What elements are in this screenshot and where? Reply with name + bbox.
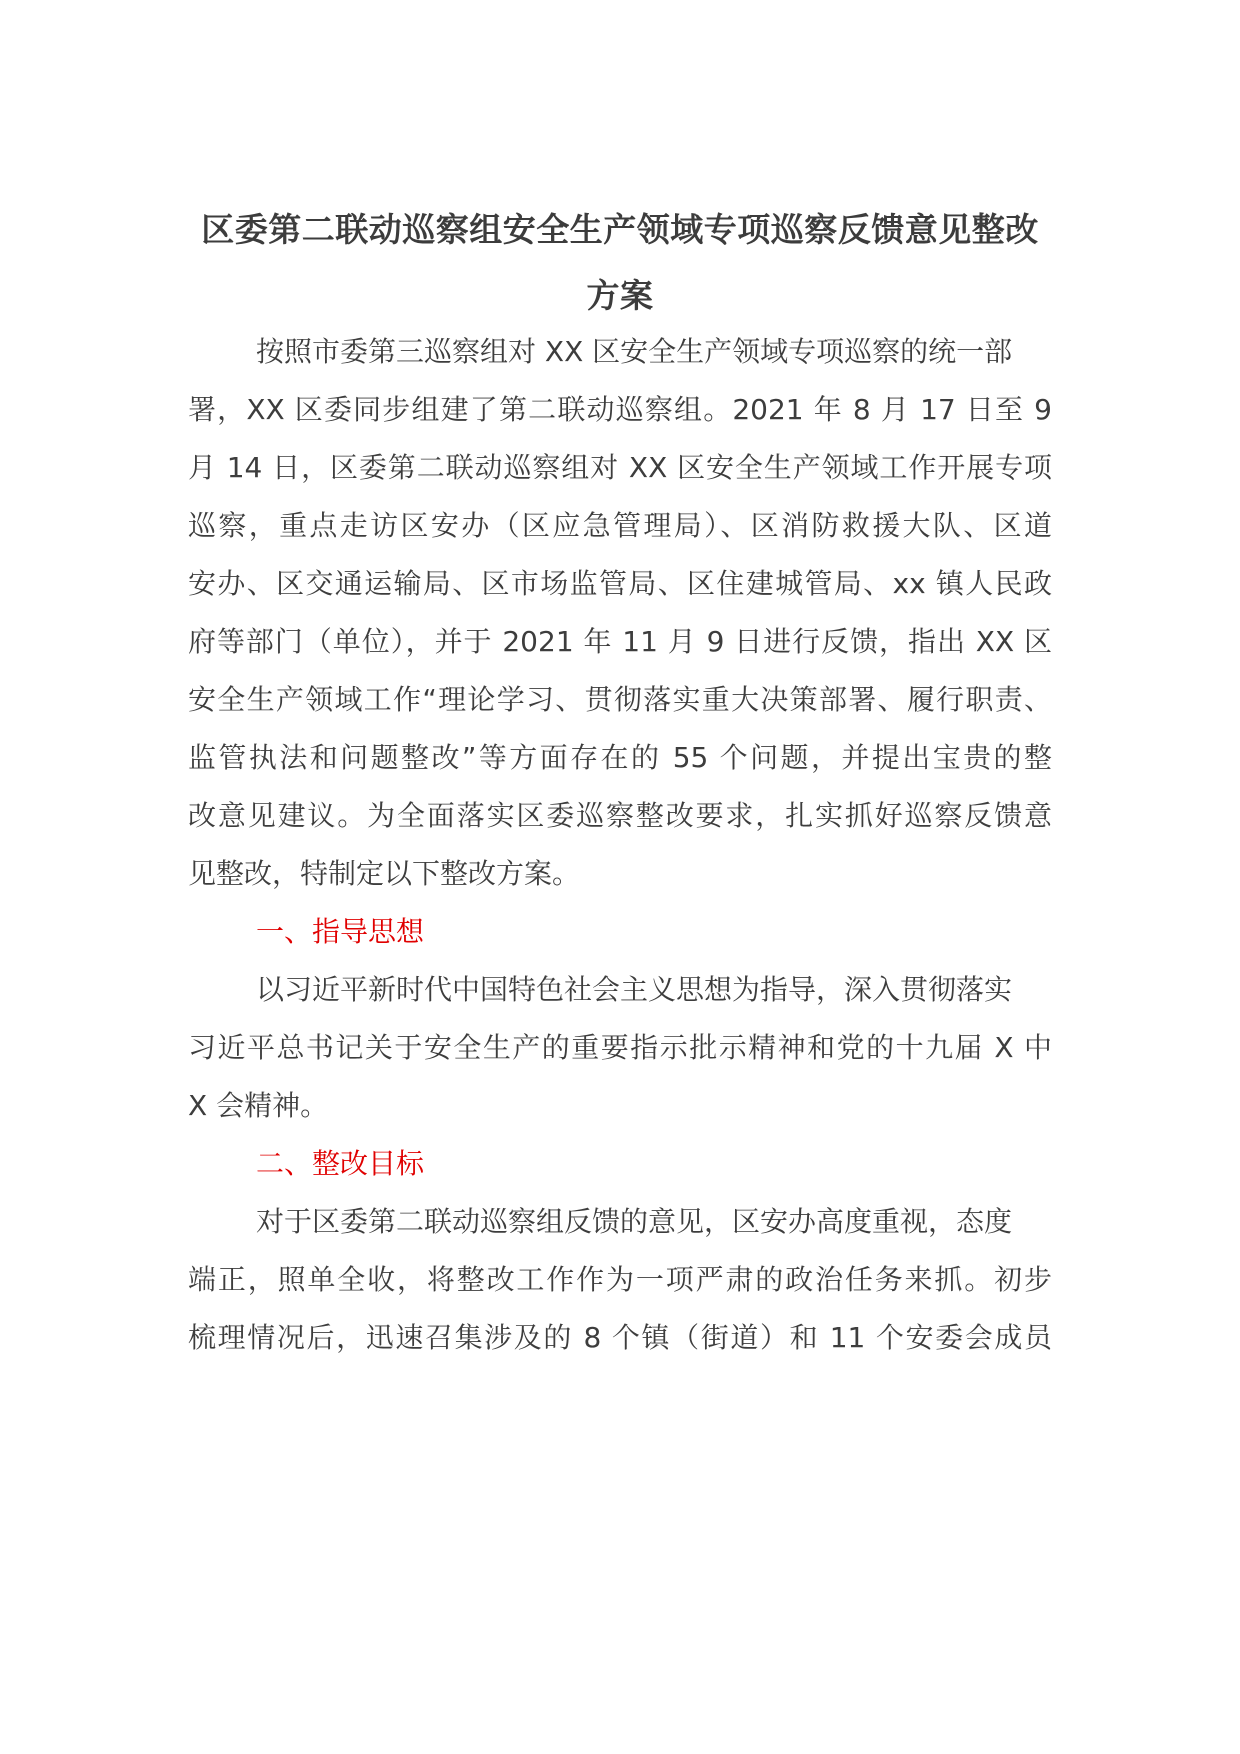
intro-line-1: 按照市委第三巡察组对 XX 区安全生产领域专项巡察的统一部 bbox=[256, 335, 1013, 368]
section2-line-3: 梳理情况后，迅速召集涉及的 8 个镇（街道）和 11 个安委会成员 bbox=[188, 1321, 1052, 1354]
section2-line-1: 对于区委第二联动巡察组反馈的意见，区安办高度重视，态度 bbox=[256, 1205, 1013, 1238]
intro-line-7: 安全生产领域工作“理论学习、贯彻落实重大决策部署、履行职责、 bbox=[188, 683, 1052, 716]
document-title-line-2: 方案 bbox=[586, 276, 654, 315]
document-title-line-1: 区委第二联动巡察组安全生产领域专项巡察反馈意见整改 bbox=[201, 210, 1039, 249]
section2-line-2: 端正，照单全收，将整改工作作为一项严肃的政治任务来抓。初步 bbox=[188, 1263, 1052, 1296]
intro-line-5: 安办、区交通运输局、区市场监管局、区住建城管局、xx 镇人民政 bbox=[188, 567, 1052, 600]
section1-line-2: 习近平总书记关于安全生产的重要指示批示精神和党的十九届 X 中 bbox=[188, 1031, 1052, 1064]
intro-line-8: 监管执法和问题整改”等方面存在的 55 个问题，并提出宝贵的整 bbox=[188, 741, 1052, 774]
intro-line-9: 改意见建议。为全面落实区委巡察整改要求，扎实抓好巡察反馈意 bbox=[188, 799, 1052, 832]
section-heading-guiding-ideology: 一、指导思想 bbox=[256, 915, 425, 948]
intro-line-4: 巡察，重点走访区安办（区应急管理局）、区消防救援大队、区道 bbox=[188, 509, 1052, 542]
intro-line-10: 见整改，特制定以下整改方案。 bbox=[188, 857, 581, 890]
intro-line-3: 月 14 日，区委第二联动巡察组对 XX 区安全生产领域工作开展专项 bbox=[188, 451, 1052, 484]
section-heading-rectification-goals: 二、整改目标 bbox=[256, 1147, 425, 1180]
intro-line-2: 署，XX 区委同步组建了第二联动巡察组。2021 年 8 月 17 日至 9 bbox=[188, 393, 1052, 426]
intro-line-6: 府等部门（单位），并于 2021 年 11 月 9 日进行反馈，指出 XX 区 bbox=[188, 625, 1052, 658]
section1-line-1: 以习近平新时代中国特色社会主义思想为指导，深入贯彻落实 bbox=[256, 973, 1013, 1006]
section1-line-3: X 会精神。 bbox=[188, 1089, 329, 1122]
